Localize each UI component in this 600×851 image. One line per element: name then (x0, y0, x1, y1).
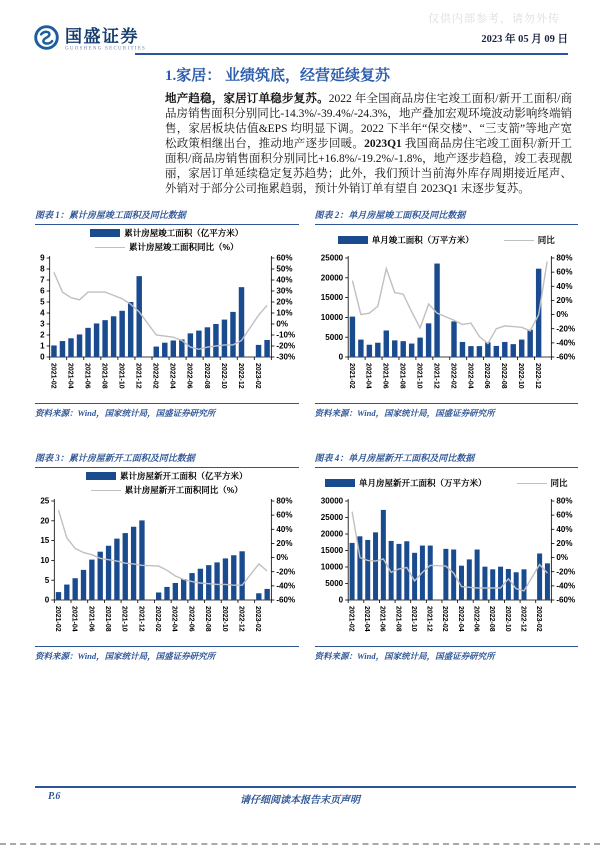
svg-text:-30%: -30% (276, 352, 296, 362)
chart-legend (315, 470, 579, 496)
bars (349, 264, 541, 357)
x-axis-labels (347, 606, 542, 632)
watermark: 仅供内部参考，请勿外传 (428, 13, 560, 25)
svg-text:40%: 40% (555, 281, 572, 291)
x-axis-ticks (50, 357, 272, 360)
chart-canvas (35, 496, 299, 644)
svg-text:40%: 40% (276, 275, 293, 285)
svg-text:10000: 10000 (320, 562, 343, 572)
svg-text:2021-12: 2021-12 (431, 363, 439, 389)
legend-line-swatch (504, 240, 534, 241)
chart-canvas (315, 496, 579, 644)
svg-text:2021-08: 2021-08 (393, 606, 401, 632)
legend-item (338, 234, 474, 246)
svg-text:0: 0 (338, 352, 343, 362)
svg-text:4: 4 (40, 308, 45, 318)
bars (51, 276, 270, 357)
svg-text:2021-08: 2021-08 (100, 363, 108, 389)
legend-label: 累计房屋新开工面积（亿平方米） (119, 471, 248, 481)
svg-text:20%: 20% (555, 296, 572, 306)
svg-text:2022-02: 2022-02 (448, 363, 456, 389)
x-axis-ticks (54, 600, 271, 603)
svg-text:2021-08: 2021-08 (398, 363, 406, 389)
svg-text:2022-02: 2022-02 (154, 606, 162, 632)
svg-text:40%: 40% (276, 524, 293, 534)
svg-text:2: 2 (40, 330, 45, 340)
svg-text:0%: 0% (555, 553, 568, 563)
svg-text:25000: 25000 (320, 513, 343, 523)
svg-text:-20%: -20% (555, 567, 575, 577)
svg-text:2022-12: 2022-12 (237, 606, 245, 632)
legend-label: 单月房屋新开工面积（万平方米） (358, 478, 487, 488)
legend-label: 同比 (537, 235, 555, 245)
chart-source: 资料来源：Wind，国家统计局，国盛证券研究所 (35, 403, 299, 419)
svg-text:80%: 80% (555, 496, 572, 506)
bottom-dashed-divider (0, 843, 600, 845)
chart-legend (35, 470, 299, 496)
svg-text:2021-04: 2021-04 (364, 363, 372, 389)
svg-text:2022-06: 2022-06 (185, 363, 193, 389)
svg-text:7: 7 (40, 275, 45, 285)
svg-text:0%: 0% (276, 553, 289, 563)
svg-text:2023-02: 2023-02 (253, 363, 261, 389)
svg-text:50%: 50% (276, 264, 293, 274)
svg-text:2022-08: 2022-08 (202, 363, 210, 389)
svg-text:20: 20 (40, 516, 50, 526)
legend-line-swatch (95, 247, 125, 248)
svg-text:60%: 60% (555, 267, 572, 277)
svg-text:-20%: -20% (276, 567, 296, 577)
svg-text:15000: 15000 (320, 293, 343, 303)
legend-item (91, 484, 243, 496)
svg-text:2022-06: 2022-06 (482, 363, 490, 389)
chart-legend (35, 227, 299, 253)
x-axis-labels (347, 363, 540, 389)
svg-text:2022-04: 2022-04 (168, 363, 176, 389)
svg-text:2022-04: 2022-04 (465, 363, 473, 389)
svg-text:20%: 20% (276, 297, 293, 307)
svg-text:10: 10 (40, 556, 50, 565)
svg-text:2021-10: 2021-10 (415, 363, 423, 389)
svg-text:5000: 5000 (324, 332, 343, 342)
x-axis-labels (54, 606, 261, 632)
bars (349, 510, 549, 600)
legend-bar-swatch (338, 236, 368, 244)
chart-canvas (315, 253, 579, 401)
svg-text:5000: 5000 (324, 579, 343, 589)
legend-label: 累计房屋竣工面积同比（%） (128, 242, 239, 252)
svg-text:2022-04: 2022-04 (456, 606, 464, 632)
x-axis-labels (49, 363, 261, 389)
svg-text:2021-12: 2021-12 (137, 606, 145, 632)
chart-caption: 图表 1：累计房屋竣工面积及同比数据 (35, 208, 299, 225)
svg-text:2021-02: 2021-02 (347, 363, 355, 389)
svg-text:2022-10: 2022-10 (516, 363, 524, 389)
legend-bar-swatch (325, 479, 355, 487)
svg-text:2021-08: 2021-08 (103, 606, 111, 632)
svg-text:2023-02: 2023-02 (254, 606, 262, 632)
svg-text:0: 0 (40, 352, 45, 362)
legend-label: 同比 (550, 478, 568, 488)
paragraph-segment: 我国商品房住宅竣工面积/新开工面积/商品房销售面积分别同比+16.8%/-19.2%/-1.8%，地产逐步趋稳，竣工表现靓丽，家居订单延续稳定复苏趋势；此外，我们预计当前海外库存周期接近尾声、外销对于部分公司拖累趋弱，预计外销订单有望自 2023Q1 末逐步复苏。 (165, 138, 572, 195)
svg-text:2021-10: 2021-10 (409, 606, 417, 632)
left-axis-labels (40, 254, 50, 362)
svg-text:2021-06: 2021-06 (381, 363, 389, 389)
left-axis-labels (320, 497, 347, 605)
right-axis-labels (271, 497, 295, 605)
svg-text:2021-06: 2021-06 (378, 606, 386, 632)
svg-text:2021-06: 2021-06 (87, 606, 95, 632)
x-axis-ticks (348, 357, 551, 360)
footer-divider (35, 786, 576, 788)
svg-text:-40%: -40% (555, 581, 575, 591)
charts-grid (35, 208, 578, 662)
svg-text:2022-10: 2022-10 (219, 363, 227, 389)
chart-caption: 图表 4：单月房屋新开工面积及同比数据 (315, 451, 579, 468)
chart-legend (315, 227, 579, 253)
svg-text:2021-04: 2021-04 (70, 606, 78, 632)
chart-block-2 (315, 208, 579, 419)
svg-text:0%: 0% (555, 310, 568, 320)
svg-text:80%: 80% (555, 253, 572, 263)
right-axis-labels (551, 497, 575, 605)
legend-bar-swatch (90, 229, 120, 237)
svg-text:-40%: -40% (555, 338, 575, 348)
legend-item (95, 241, 239, 253)
svg-text:2021-10: 2021-10 (117, 363, 125, 389)
legend-label: 累计房屋竣工面积（亿平方米） (124, 228, 244, 238)
logo-mark-icon (33, 24, 60, 56)
x-axis-ticks (348, 600, 551, 603)
svg-text:2021-10: 2021-10 (120, 606, 128, 632)
svg-text:2021-04: 2021-04 (362, 606, 370, 632)
svg-text:30%: 30% (276, 286, 293, 296)
svg-text:2021-02: 2021-02 (49, 363, 57, 389)
svg-text:5: 5 (40, 297, 45, 307)
legend-line-swatch (91, 490, 121, 491)
body-paragraph (165, 92, 572, 197)
chart-source: 资料来源：Wind，国家统计局，国盛证券研究所 (315, 646, 579, 662)
report-date: 2023 年 05 月 09 日 (481, 34, 568, 45)
svg-text:2022-02: 2022-02 (151, 363, 159, 389)
svg-text:2021-12: 2021-12 (134, 363, 142, 389)
svg-text:8: 8 (40, 264, 45, 274)
svg-text:2022-10: 2022-10 (503, 606, 511, 632)
svg-text:40%: 40% (555, 524, 572, 534)
svg-text:9: 9 (40, 253, 45, 263)
svg-text:60%: 60% (276, 510, 293, 520)
chart-source: 资料来源：Wind，国家统计局，国盛证券研究所 (315, 403, 579, 419)
svg-text:3: 3 (40, 319, 45, 329)
svg-text:60%: 60% (276, 253, 293, 263)
legend-label: 单月竣工面积（万平方米） (371, 235, 474, 245)
chart-canvas (35, 253, 299, 401)
right-axis-labels (551, 254, 575, 362)
svg-text:2023-02: 2023-02 (534, 606, 542, 632)
legend-item (325, 477, 487, 489)
legend-label: 累计房屋新开工面积同比（%） (124, 485, 243, 495)
page-number: P.6 (48, 791, 61, 802)
legend-bar-swatch (86, 472, 116, 480)
svg-text:80%: 80% (276, 496, 293, 506)
legend-item (90, 227, 243, 239)
svg-text:6: 6 (40, 286, 45, 296)
svg-text:2021-12: 2021-12 (425, 606, 433, 632)
svg-text:2022-04: 2022-04 (170, 606, 178, 632)
chart-block-4 (315, 451, 579, 662)
left-axis-labels (40, 497, 54, 605)
svg-text:-10%: -10% (276, 330, 296, 340)
paragraph-bold-segment: 2023Q1 (364, 138, 402, 150)
svg-text:25000: 25000 (320, 253, 343, 263)
chart-caption: 图表 2：单月房屋竣工面积及同比数据 (315, 208, 579, 225)
svg-text:2021-06: 2021-06 (83, 363, 91, 389)
legend-item (504, 234, 555, 246)
svg-text:2021-02: 2021-02 (346, 606, 354, 632)
svg-text:20000: 20000 (320, 273, 343, 283)
svg-text:60%: 60% (555, 510, 572, 520)
svg-text:-20%: -20% (555, 324, 575, 334)
svg-text:5: 5 (44, 575, 50, 585)
svg-text:20%: 20% (555, 539, 572, 549)
logo-name: 国盛证券 (65, 27, 139, 46)
footer-disclaimer: 请仔细阅读本报告末页声明 (240, 795, 360, 806)
svg-text:20000: 20000 (320, 529, 343, 539)
svg-text:2022-06: 2022-06 (471, 606, 480, 632)
left-axis-labels (320, 254, 347, 362)
svg-text:20%: 20% (276, 539, 293, 549)
legend-item (86, 470, 248, 482)
svg-text:-20%: -20% (276, 341, 296, 351)
legend-line-swatch (517, 483, 547, 484)
paragraph-bold-segment: 地产趋稳，家居订单稳步复苏。 (165, 93, 329, 105)
trend-line (352, 262, 547, 344)
svg-text:0%: 0% (276, 319, 289, 329)
chart-block-1 (35, 208, 299, 419)
svg-text:2022-08: 2022-08 (499, 363, 507, 389)
svg-text:0: 0 (44, 595, 50, 605)
brand-logo (33, 24, 164, 56)
svg-text:2021-02: 2021-02 (53, 606, 61, 632)
svg-text:15000: 15000 (320, 546, 343, 556)
svg-text:2022-08: 2022-08 (204, 606, 212, 632)
svg-text:-60%: -60% (276, 595, 296, 605)
svg-text:25: 25 (40, 496, 50, 506)
paragraph-segment: 2022 年全国商品房住宅竣工面积/新开工面积/商品房销售面积分别同比-14.3%/-39.4%/-24.3%，地产叠加宏观环境波动影响终端销售，家居板块估值&EPS 均明显下调。2022 下半年“保交楼”、“三支箭”等地产宽松政策相继出台，推动地产逐步回暖。 (165, 93, 573, 150)
svg-text:2022-08: 2022-08 (487, 606, 495, 632)
svg-text:0: 0 (338, 595, 343, 605)
legend-item (517, 477, 568, 489)
axes (348, 499, 551, 600)
svg-text:10%: 10% (276, 308, 293, 318)
svg-text:10000: 10000 (320, 313, 343, 322)
svg-text:-60%: -60% (555, 352, 575, 362)
chart-caption: 图表 3：累计房屋新开工面积及同比数据 (35, 451, 299, 468)
svg-text:2022-10: 2022-10 (220, 606, 228, 632)
svg-text:1: 1 (40, 341, 45, 351)
svg-text:30000: 30000 (320, 496, 343, 506)
svg-text:-40%: -40% (276, 581, 296, 591)
logo-subtitle: GUOSHENG SECURITIES (65, 46, 147, 51)
header-divider (135, 53, 568, 55)
svg-text:2022-12: 2022-12 (518, 606, 526, 632)
svg-text:2022-06: 2022-06 (187, 606, 195, 632)
right-axis-labels (271, 254, 295, 362)
bars (56, 520, 270, 600)
svg-text:2022-02: 2022-02 (440, 606, 448, 632)
svg-text:2021-04: 2021-04 (66, 363, 74, 389)
svg-text:2022-12: 2022-12 (236, 363, 244, 389)
chart-source: 资料来源：Wind，国家统计局，国盛证券研究所 (35, 646, 299, 662)
svg-text:2022-12: 2022-12 (533, 363, 541, 389)
svg-text:15: 15 (40, 536, 50, 546)
section-title: 1.家居： 业绩筑底，经营延续复苏 (165, 68, 391, 84)
chart-block-3 (35, 451, 299, 662)
svg-text:-60%: -60% (555, 595, 575, 605)
